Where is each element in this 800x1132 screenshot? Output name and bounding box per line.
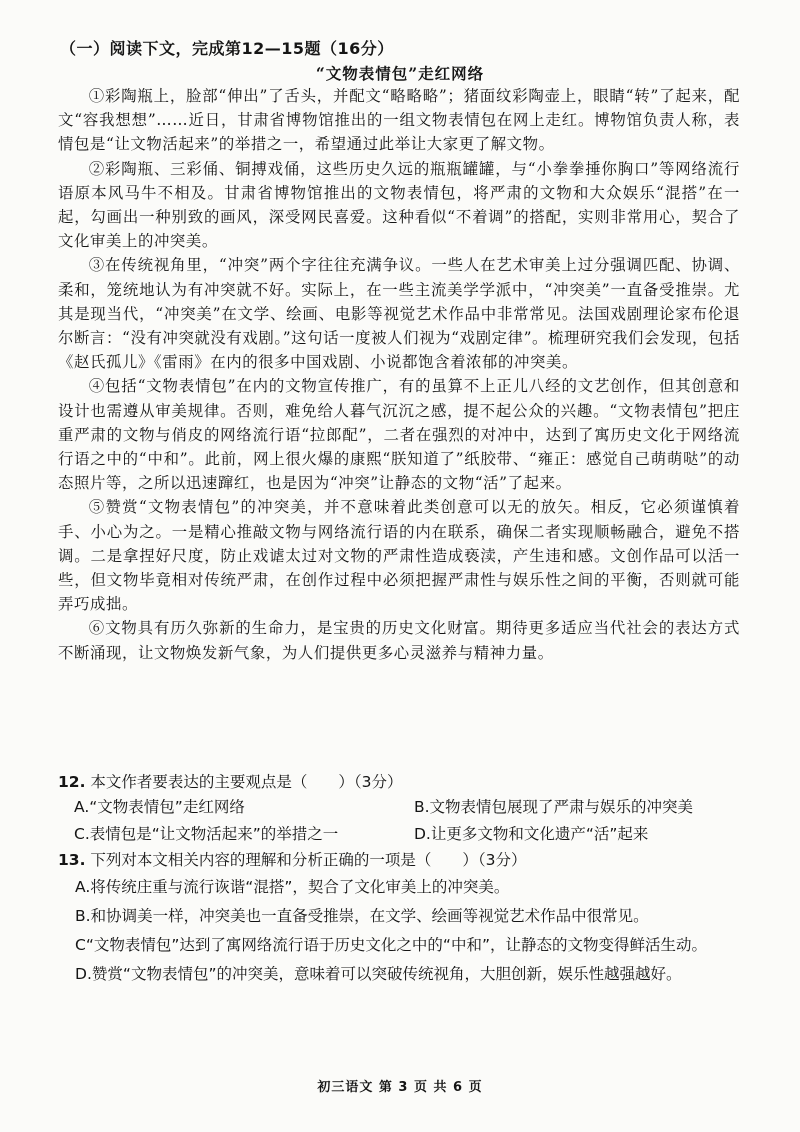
article-paragraph-4: ④包括“文物表情包”在内的文物宣传推广，有的虽算不上正儿八经的文艺创作，但其创意和设计也需遵从审美规律。否则，难免给人暮气沉沉之感，提不起公众的兴趣。“文物表情包”把庄重严肃的文物与俏皮的网络流行语“拉郎配”，二者在强烈的对冲中，达到了寓历史文化于网络流行语之中的“中和”。此前，网上很火爆的康熙“朕知道了”纸胶带、“雍正：感觉自己萌萌哒”的动态照片等，之所以迅速蹿红，也是因为“冲突”让静态的文物“活”了起来。 [58, 377, 740, 493]
question-13-options [58, 873, 748, 989]
q13-option-d[interactable]: D.赞赏“文物表情包”的冲突美，意味着可以突破传统视角，大胆创新，娱乐性越强越好。 [75, 965, 682, 983]
article-paragraph-5: ⑤赞赏“文物表情包”的冲突美，并不意味着此类创意可以无的放矢。相反，它必须谨慎着手、小心为之。一是精心推敲文物与网络流行语的内在联系，确保二者实现顺畅融合，避免不搭调。二是拿捏好尺度，防止戏谑太过对文物的严肃性造成亵渎，产生违和感。文创作品可以活一些，但文物毕竟相对传统严肃，在创作过程中必须把握严肃性与娱乐性之间的平衡，否则就可能弄巧成拙。 [58, 498, 740, 614]
article-body [58, 84, 740, 665]
page-footer: 初三语文 第 3 页 共 6 页 [317, 1080, 483, 1095]
q13-option-b[interactable]: B.和协调美一样，冲突美也一直备受推崇，在文学、绘画等视觉艺术作品中很常见。 [75, 907, 649, 925]
q12-option-b[interactable]: B.文物表情包展现了严肃与娱乐的冲突美 [414, 797, 694, 816]
question-12-number: 12. [58, 773, 86, 791]
section-header: （一）阅读下文，完成第12—15题（16分） [60, 39, 394, 58]
question-13-text: 下列对本文相关内容的理解和分析正确的一项是（ ）（3分） [90, 851, 527, 869]
article-paragraph-6: ⑥文物具有历久弥新的生命力，是宝贵的历史文化财富。期待更多适应当代社会的表达方式不断涌现，让文物焕发新气象，为人们提供更多心灵滋养与精神力量。 [58, 619, 740, 662]
article-paragraph-1: ①彩陶瓶上，脸部“伸出”了舌头，并配文“略略略”；猪面纹彩陶壶上，眼睛“转”了起来，配文“容我想想”……近日，甘肃省博物馆推出的一组文物表情包在网上走红。博物馆负责人称，表情包是“让文物活起来”的举措之一，希望通过此举让大家更了解文物。 [58, 87, 740, 154]
question-12-options [74, 792, 754, 846]
article-paragraph-3: ③在传统视角里，“冲突”两个字往往充满争议。一些人在艺术审美上过分强调匹配、协调、柔和，笼统地认为有冲突就不好。实际上，在一些主流美学学派中，“冲突美”一直备受推崇。尤其是现当代，“冲突美”在文学、绘画、电影等视觉艺术作品中非常常见。法国戏剧理论家布伦退尔断言：“没有冲突就没有戏剧。”这句话一度被人们视为“戏剧定律”。梳理研究我们会发现，包括《赵氏孤儿》《雷雨》在内的很多中国戏剧、小说都饱含着浓郁的冲突美。 [58, 256, 740, 372]
q12-option-d[interactable]: D.让更多文物和文化遗产“活”起来 [414, 824, 649, 843]
article-paragraph-2: ②彩陶瓶、三彩俑、铜搏戏俑，这些历史久远的瓶瓶罐罐，与“小拳拳捶你胸口”等网络流行语原本风马牛不相及。甘肃省博物馆推出的文物表情包，将严肃的文物和大众娱乐“混搭”在一起，勾画出一种别致的画风，深受网民喜爱。这种看似“不着调”的搭配，实则非常用心，契合了文化审美上的冲突美。 [58, 159, 740, 251]
q13-option-a[interactable]: A.将传统庄重与流行诙谐“混搭”，契合了文化审美上的冲突美。 [75, 878, 510, 896]
q13-option-c[interactable]: C“文物表情包”达到了寓网络流行语于历史文化之中的“中和”，让静态的文物变得鲜活生动。 [75, 936, 707, 954]
q12-option-c[interactable]: C.表情包是“让文物活起来”的举措之一 [74, 824, 339, 843]
question-12-stem [58, 770, 748, 792]
article-title: “文物表情包”走红网络 [315, 64, 485, 83]
question-13-number: 13. [58, 851, 86, 869]
q12-option-a[interactable]: A.“文物表情包”走红网络 [74, 797, 245, 816]
question-12-text: 本文作者要表达的主要观点是（ ）（3分） [90, 773, 403, 791]
question-13-stem [58, 848, 748, 870]
